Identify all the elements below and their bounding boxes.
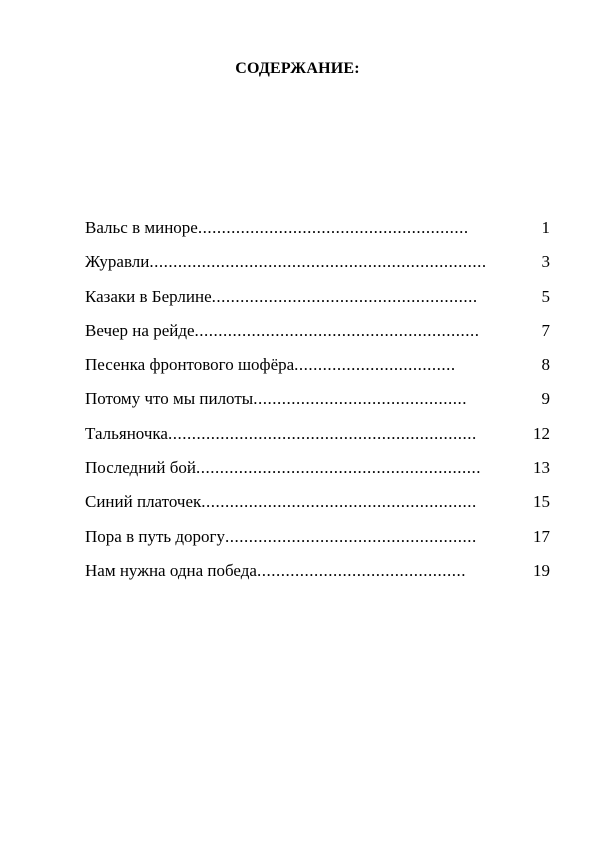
toc-entry [85, 388, 550, 422]
toc-entry-page: 5 [541, 286, 550, 306]
toc-entry-title: Вечер на рейде [85, 320, 195, 340]
toc-entry-page: 8 [541, 355, 550, 375]
toc-entry-title: Нам нужна одна победа [85, 560, 257, 580]
toc-entry [85, 560, 550, 594]
toc-entry [85, 457, 550, 491]
toc-entry-title: Потому что мы пилоты [85, 389, 254, 409]
toc-entry-leader: .......................................................... [201, 492, 477, 512]
page-title: СОДЕРЖАНИЕ: [235, 60, 360, 77]
toc-entry [85, 217, 550, 251]
toc-entry-leader: .................................. [294, 355, 456, 375]
table-of-contents [85, 217, 550, 594]
toc-entry-title: Пора в путь дорогу [85, 526, 226, 546]
toc-entry-page: 15 [533, 492, 550, 512]
toc-entry [85, 491, 550, 525]
toc-entry-page: 17 [533, 526, 550, 546]
toc-entry [85, 320, 550, 354]
toc-entry-leader: ........................................................ [211, 286, 478, 306]
toc-entry-page: 12 [533, 423, 550, 443]
toc-entry-page: 9 [541, 389, 550, 409]
toc-entry-leader: ................................................................. [167, 423, 477, 443]
toc-entry-title: Песенка фронтового шофёра [85, 355, 295, 375]
toc-entry-page: 13 [533, 458, 550, 478]
toc-entry-title: Казаки в Берлине [85, 286, 212, 306]
toc-entry-title: Журавли [85, 252, 150, 272]
toc-entry-leader: ..................................................... [225, 526, 477, 546]
toc-entry [85, 423, 550, 457]
toc-entry-leader: ............................................. [253, 389, 467, 409]
toc-entry-title: Тальяночка [85, 423, 168, 443]
toc-entry [85, 526, 550, 560]
toc-entry-page: 1 [541, 218, 550, 237]
toc-entry-leader: ......................................................... [197, 218, 469, 237]
toc-entry [85, 286, 550, 320]
toc-entry-title: Вальс в миноре [85, 218, 198, 237]
toc-entry-page: 3 [541, 252, 550, 272]
toc-entry-title: Последний бой [85, 458, 196, 478]
toc-entry-leader: ............................................................ [194, 320, 480, 340]
toc-entry [85, 251, 550, 285]
toc-entry-title: Синий платочек [85, 492, 202, 512]
toc-entry-leader: ............................................ [256, 560, 466, 580]
toc-entry [85, 354, 550, 388]
toc-entry-page: 19 [533, 560, 550, 580]
toc-entry-leader: ............................................................ [196, 458, 481, 478]
toc-entry-leader: ....................................................................... [149, 252, 487, 272]
toc-entry-page: 7 [541, 320, 550, 340]
